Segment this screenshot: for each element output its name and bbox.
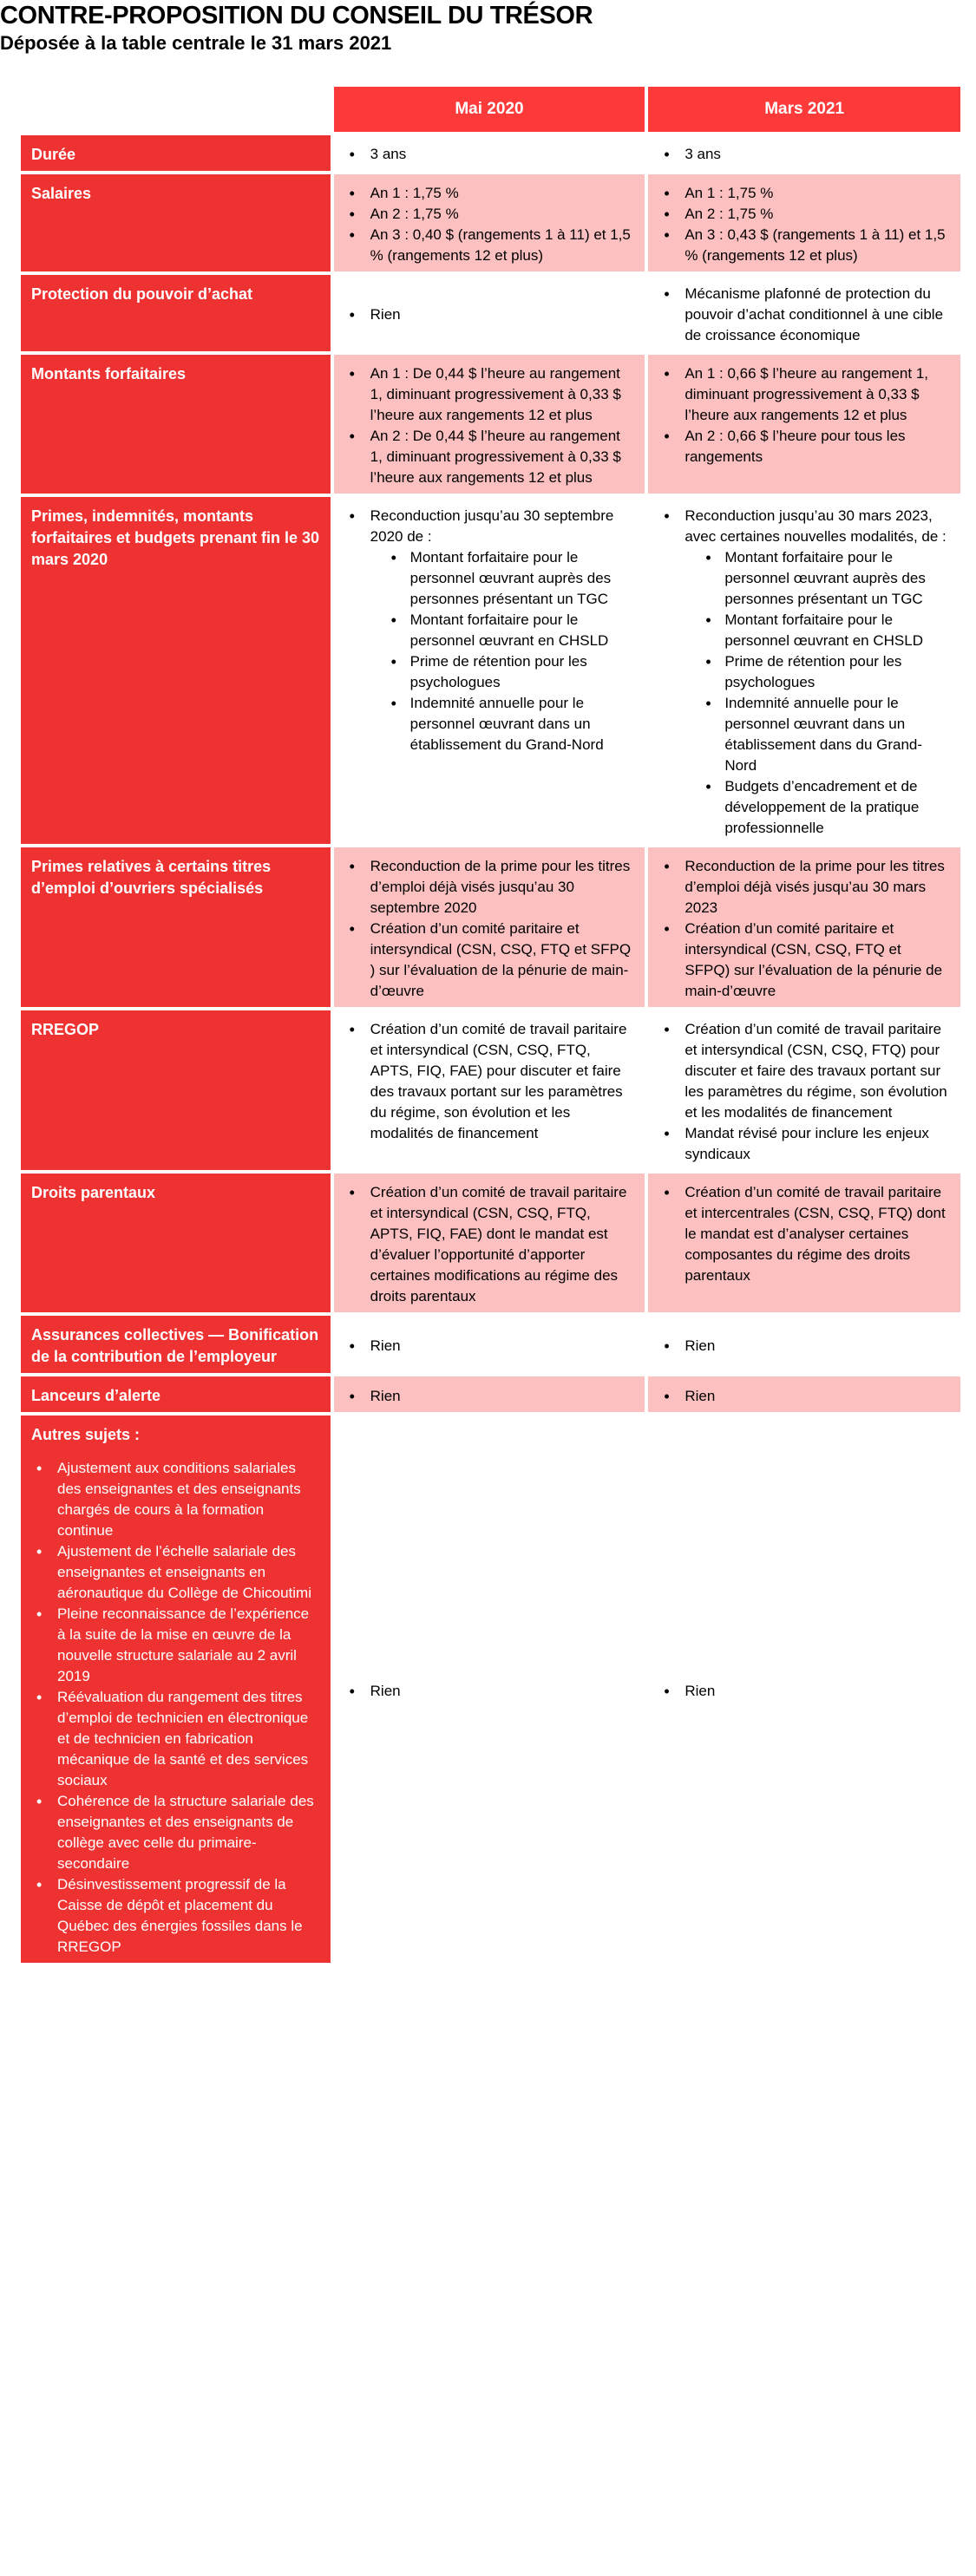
sub-list-item: • Prime de rétention pour les psychologues [724, 651, 950, 693]
column-header-mar-2021: Mars 2021 [648, 87, 960, 132]
list-item-intro: Reconduction jusqu’au 30 septembre 2020 de : [370, 507, 614, 545]
list-item: • Création d’un comité paritaire et intersyndical (CSN, CSQ, FTQ et SFPQ) sur l’évaluation de la pénurie de main-d’œuvre [685, 919, 950, 1002]
list-item: • An 1 : 1,75 % [685, 183, 950, 204]
column-header-may-2020: Mai 2020 [334, 87, 645, 132]
list-item: • An 2 : 1,75 % [370, 204, 635, 225]
sub-list-item: • Indemnité annuelle pour le personnel œuvrant dans un établissement dans du Grand-Nord [724, 693, 950, 776]
list-item: • Reconduction de la prime pour les titres d’emploi déjà visés jusqu’au 30 mars 2023 [685, 856, 950, 919]
sub-list-item: • Montant forfaitaire pour le personnel œuvrant auprès des personnes présentant un TGC [410, 547, 635, 610]
list-item: • Rien [370, 1386, 635, 1407]
list-item: • Désinvestissement progressif de la Caisse de dépôt et placement du Québec des énergies fossiles dans le RREGOP [57, 1874, 320, 1958]
list-item: • Rien [370, 1336, 635, 1357]
row-label: Droits parentaux [21, 1174, 331, 1312]
list-item: • Ajustement aux conditions salariales des enseignantes et des enseignants chargés de cours à la formation continue [57, 1458, 320, 1541]
page-title: CONTRE-PROPOSITION DU CONSEIL DU TRÉSOR [0, 2, 593, 29]
table-row [21, 275, 960, 351]
row-label: Autres sujets : [31, 1426, 141, 1443]
list-item: • An 2 : 1,75 % [685, 204, 950, 225]
list-item: • An 2 : De 0,44 $ l’heure au rangement 1, diminuant progressivement à 0,33 $ l’heure aux rangements 12 et plus [370, 426, 635, 488]
row-label: Assurances collectives — Bonification de la contribution de l’employeur [21, 1316, 331, 1373]
list-item: • Mécanisme plafonné de protection du pouvoir d’achat conditionnel à une cible de croissance économique [685, 284, 950, 346]
table-row [21, 135, 960, 171]
sub-list-item: • Indemnité annuelle pour le personnel œuvrant dans un établissement du Grand-Nord [410, 693, 635, 755]
list-item: • Rien [370, 304, 635, 325]
table-row [21, 1010, 960, 1170]
list-item: • An 1 : 1,75 % [370, 183, 635, 204]
list-item: • Réévaluation du rangement des titres d’emploi de technicien en électronique et de technicien en fabrication mécanique de la santé et des services sociaux [57, 1687, 320, 1791]
list-item: • Cohérence de la structure salariale des enseignantes et des enseignants de collège avec celle du primaire-secondaire [57, 1791, 320, 1874]
list-item: • An 2 : 0,66 $ l’heure pour tous les rangements [685, 426, 950, 467]
table-row [21, 174, 960, 271]
row-label: Lanceurs d’alerte [21, 1376, 331, 1412]
row-label: Primes relatives à certains titres d’emploi d’ouvriers spécialisés [21, 847, 331, 1007]
list-item: • Rien [685, 1386, 950, 1407]
list-item: • Mandat révisé pour inclure les enjeux syndicaux [685, 1123, 950, 1165]
table-row [21, 1174, 960, 1312]
comparison-table [17, 83, 964, 1966]
table-row [21, 847, 960, 1007]
list-item: • Rien [370, 1681, 635, 1702]
list-item: • 3 ans [685, 144, 950, 165]
list-item: • Création d’un comité de travail paritaire et intersyndical (CSN, CSQ, FTQ) pour discuter et faire des travaux portant sur les paramètres du régime, son évolution et les modalités de financement [685, 1019, 950, 1123]
list-item [685, 506, 950, 839]
list-item: • Création d’un comité de travail paritaire et intercentrales (CSN, CSQ, FTQ) dont le mandat est d’analyser certaines composantes du régime des droits parentaux [685, 1182, 950, 1286]
list-item: • Ajustement de l’échelle salariale des enseignantes et enseignants en aéronautique du Collège de Chicoutimi [57, 1541, 320, 1604]
list-item: • An 3 : 0,43 $ (rangements 1 à 11) et 1,5 % (rangements 12 et plus) [685, 225, 950, 266]
table-header-row [21, 87, 960, 132]
row-label: Durée [21, 135, 331, 171]
list-item: • Pleine reconnaissance de l’expérience à la suite de la mise en œuvre de la nouvelle structure salariale au 2 avril 2019 [57, 1604, 320, 1687]
table-row [21, 497, 960, 844]
list-item: • 3 ans [370, 144, 635, 165]
list-item: • Création d’un comité de travail paritaire et intersyndical (CSN, CSQ, FTQ, APTS, FIQ, FAE) dont le mandat est d’évaluer l’opportunité d’apporter certaines modifications au régime des droits parentaux [370, 1182, 635, 1307]
page-subtitle: Déposée à la table centrale le 31 mars 2021 [0, 32, 392, 54]
list-item: • Création d’un comité paritaire et intersyndical (CSN, CSQ, FTQ et SFPQ ) sur l’évaluation de la pénurie de main-d’œuvre [370, 919, 635, 1002]
sub-list-item: • Budgets d’encadrement et de développement de la pratique professionnelle [724, 776, 950, 839]
header-empty-cell [21, 87, 331, 132]
list-item: • Rien [685, 1336, 950, 1357]
list-item: • Rien [685, 1681, 950, 1702]
list-item: • Création d’un comité de travail paritaire et intersyndical (CSN, CSQ, FTQ, APTS, FIQ, FAE) pour discuter et faire des travaux portant sur les paramètres du régime, son évolution et les modalités de financement [370, 1019, 635, 1144]
row-label: Primes, indemnités, montants forfaitaires et budgets prenant fin le 30 mars 2020 [21, 497, 331, 844]
list-item: • Reconduction de la prime pour les titres d’emploi déjà visés jusqu’au 30 septembre 2020 [370, 856, 635, 919]
table-row [21, 1376, 960, 1412]
table-row [21, 1415, 960, 1963]
list-item: • An 3 : 0,40 $ (rangements 1 à 11) et 1,5 % (rangements 12 et plus) [370, 225, 635, 266]
list-item [370, 506, 635, 755]
sub-list-item: • Prime de rétention pour les psychologues [410, 651, 635, 693]
sub-list-item: • Montant forfaitaire pour le personnel œuvrant en CHSLD [410, 610, 635, 651]
row-label: Salaires [21, 174, 331, 271]
row-label: Montants forfaitaires [21, 355, 331, 494]
sub-list-item: • Montant forfaitaire pour le personnel œuvrant auprès des personnes présentant un TGC [724, 547, 950, 610]
sub-list-item: • Montant forfaitaire pour le personnel œuvrant en CHSLD [724, 610, 950, 651]
table-row [21, 1316, 960, 1373]
list-item: • An 1 : 0,66 $ l’heure au rangement 1, diminuant progressivement à 0,33 $ l’heure aux rangements 12 et plus [685, 363, 950, 426]
list-item: • An 1 : De 0,44 $ l’heure au rangement 1, diminuant progressivement à 0,33 $ l’heure aux rangements 12 et plus [370, 363, 635, 426]
row-label: RREGOP [21, 1010, 331, 1170]
row-label: Protection du pouvoir d’achat [21, 275, 331, 351]
table-row [21, 355, 960, 494]
list-item-intro: Reconduction jusqu’au 30 mars 2023, avec certaines nouvelles modalités, de : [685, 507, 947, 545]
